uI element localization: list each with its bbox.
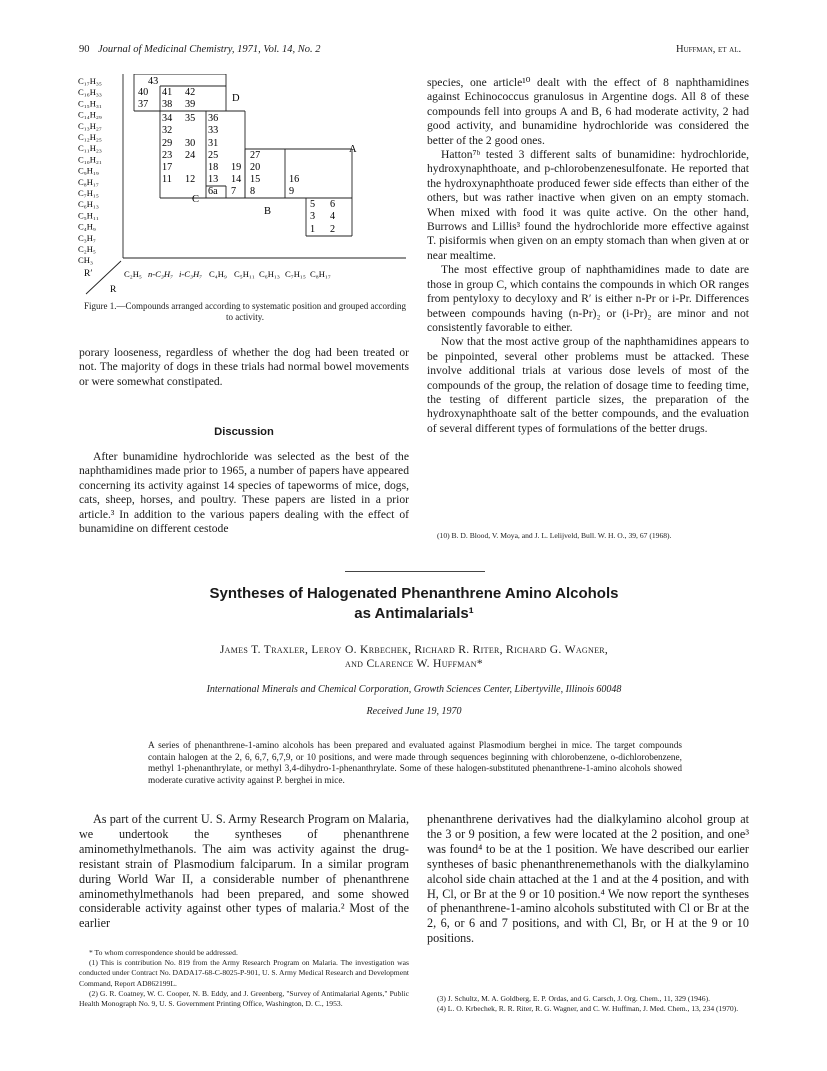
- compound-number: 31: [208, 138, 219, 149]
- compound-number: 39: [185, 99, 196, 110]
- compound-number: 6: [330, 199, 336, 210]
- compound-number: 32: [162, 125, 173, 136]
- row-label: CH₃: [78, 255, 93, 266]
- compound-number: 25: [208, 150, 219, 161]
- compound-number: 12: [185, 174, 196, 185]
- row-label: C₈H₁₇: [78, 176, 99, 187]
- row-label: C₁₀H₂₁: [78, 154, 102, 165]
- footnote: * To whom correspondence should be addressed.: [89, 948, 238, 957]
- compound-number: 23: [162, 150, 173, 161]
- row-label: C₁₄H₂₉: [78, 109, 102, 120]
- row-label: C₁₇H₃₅: [78, 76, 102, 86]
- row-label: C₂H₅: [78, 244, 96, 254]
- axis-label-r-prime: R′: [84, 269, 93, 279]
- figure-caption: Figure 1.—Compounds arranged according to systematic position and grouped according to activity.: [84, 301, 406, 322]
- compound-number: 27: [250, 150, 261, 161]
- row-label: C₁₁H₂₃: [78, 143, 102, 154]
- running-head: Huffman, et al.: [676, 44, 742, 55]
- footnote: (1) This is contribution No. 819 from the Army Research Program on Malaria. The investigation was conducted under Contract No. DADA17-68-C-8025-P-901, U. S. Army Medical Research and Development Command, Report AD862199L.: [79, 958, 409, 988]
- compound-number: 13: [208, 174, 219, 185]
- group-label: C: [192, 194, 200, 205]
- author-list: James T. Traxler, Leroy O. Krbechek, Richard R. Riter, Richard G. Wagner, and Clarence W. Huffman*: [219, 643, 609, 670]
- compound-number: 41: [162, 87, 173, 98]
- paragraph: porary looseness, regardless of whether the dog had been treated or not. The majority of dogs in these trials had normal bowel movements or were somewhat constipated.: [79, 346, 409, 388]
- page-number: 90: [79, 44, 90, 55]
- compound-number: 40: [138, 87, 149, 98]
- row-label: C₁₃H₂₇: [78, 120, 102, 131]
- column-label: C₇H₁₅: [285, 269, 306, 279]
- compound-number: 24: [185, 150, 196, 161]
- compound-number: 35: [185, 113, 196, 124]
- row-label: C₆H₁₃: [78, 199, 99, 210]
- axis-label-r: R: [110, 285, 117, 295]
- group-label: B: [264, 206, 272, 217]
- compound-number: 4: [330, 211, 336, 222]
- abstract: A series of phenanthrene-1-amino alcohols has been prepared and evaluated against Plasmodium berghei in mice. The target compounds contain halogen at the 2, 6, 6,7, 6,7,9, or 10 positions, and were made through sequences beginning with chlorobenzene, o-dichlorobenzene, methyl 1-phenanthrylate, or methyl 3,4-dihydro-1-phenanthrylate. Some of these halogen-substituted phenanthrene-1-amino alcohols showed moderate curative activity against P. berghei in mice.: [148, 741, 682, 786]
- paragraph: species, one article¹⁰ dealt with the effect of 8 naphthamidines against Echinococcus granulosus in Argentine dogs. All 8 of these compounds fell into groups A and B, 6 had moderate activity, 2 had good activity, and bunamidine hydrochloride was considered the better of the 2 good ones.: [427, 76, 749, 147]
- row-label: C₅H₁₁: [78, 210, 99, 221]
- column-label: i-C₃H₇: [179, 269, 203, 279]
- reference-10: (10) B. D. Blood, V. Moya, and J. L. Lelijveld, Bull. W. H. O., 39, 67 (1968).: [437, 531, 672, 540]
- compound-number: 42: [185, 87, 196, 98]
- compound-number: 16: [289, 174, 300, 185]
- paragraph: Hatton⁷ᵇ tested 3 different salts of bunamidine: hydrochloride, hydroxynaphthoate, and p-chlorobenzenesulfonate. He reported that the hydroxynaphthoate produced fewer side effects than either of the others, but was rather inactive when given on an empty stomach. When mixed with food it was quite active. On the other hand, Burrows and Lillis³ found the hydrochloride more effective against T. pisiformis when given on an empty stomach than when given at or near mealtime.: [427, 148, 749, 262]
- footnote: (3) J. Schultz, M. A. Goldberg, E. P. Ordas, and G. Carsch, J. Org. Chem., 11, 329 (1946).: [437, 994, 710, 1003]
- compound-number: 14: [231, 174, 242, 185]
- row-label: C₁₆H₃₃: [78, 87, 102, 98]
- compound-number: 36: [208, 113, 219, 124]
- footnote: (2) G. R. Coatney, W. C. Cooper, N. B. Eddy, and J. Greenberg, "Survey of Antimalarial Agents," Public Health Monograph No. 9, U. S. Government Printing Office, Washington, D. C., 1953.: [79, 988, 409, 1009]
- footnotes-left: [79, 948, 409, 1009]
- compound-number: 19: [231, 162, 242, 173]
- compound-number: 34: [162, 113, 173, 124]
- compound-number: 33: [208, 125, 219, 136]
- row-label: C₇H₁₅: [78, 188, 99, 198]
- compound-number: 5: [310, 199, 316, 210]
- column-label: C₄H₉: [209, 269, 227, 279]
- right-column: [427, 76, 749, 436]
- discussion-heading: Discussion: [214, 426, 274, 438]
- row-label: C₁₅H₃₁: [78, 98, 102, 109]
- column-label: C₂H₅: [124, 269, 142, 279]
- paragraph: After bunamidine hydrochloride was selected as the best of the naphthamidines made prior to 1965, a number of papers have appeared concerning its activity against 14 species of tapeworms of mice, dogs, cats, sheep, horses, and poultry. These papers are listed in a prior article.³ In addition to the various papers dealing with the effect of bunamidine on different cestode: [79, 450, 409, 536]
- row-label: C₃H₇: [78, 232, 96, 243]
- compound-grid-figure: [76, 74, 420, 296]
- compound-number: 3: [310, 211, 316, 222]
- affiliation: International Minerals and Chemical Corporation, Growth Sciences Center, Libertyville, Illinois 60048: [206, 684, 622, 695]
- compound-number: 9: [289, 186, 295, 197]
- paragraph: phenanthrene derivatives had the dialkylamino alcohol group at the 3 or 9 position, a few were located at the 2 position, and one³ was found⁴ to be at the 1 position. We have described our earlier syntheses of basic phenanthrenemethanols with the dialkylamino alcohol side chain attached at the 1 and at the 4 position, and with H, Cl, or Br at the 9 or 10 position.⁴ We now report the syntheses of phenanthrene-1-amino alcohols substituted with Cl or Br at the 2, 6, or 6 and 7 positions, and with Cl, Br, or H at the 9 or 10 positions.: [427, 812, 749, 946]
- paragraph: The most effective group of naphthamidines made to date are those in group C, which contains the compounds in which OR ranges from pentyloxy to decyloxy and R′ is either n-Pr or i-Pr. Differences between compounds having (n-Pr)₂ or (i-Pr)₂ are minor and not consistently favorable to either.: [427, 263, 749, 334]
- compound-number: 29: [162, 138, 173, 149]
- row-label: C₄H₉: [78, 221, 96, 232]
- received-date: Received June 19, 1970: [366, 706, 462, 717]
- article-title: Syntheses of Halogenated Phenanthrene Amino Alcohols as Antimalarials¹: [209, 585, 619, 622]
- compound-number: 7: [231, 186, 237, 197]
- compound-number: 37: [138, 99, 149, 110]
- journal-citation: Journal of Medicinal Chemistry, 1971, Vol. 14, No. 2: [98, 44, 321, 55]
- discussion-text: [79, 450, 409, 536]
- footnotes-right: [427, 994, 749, 1014]
- compound-number: 1: [310, 224, 316, 235]
- group-label: A: [349, 144, 357, 155]
- compound-number: 38: [162, 99, 173, 110]
- paragraph: Now that the most active group of the naphthamidines appears to be pinpointed, several other problems must be attacked. These involve additional trials at various dose levels of most of the compounds of the group, the relation of dosage time to feeding time, the testing of different particle sizes, the preparation of the hydroxynaphthoate salt of the better compounds, and the evaluation of several different types of formulations of the better drugs.: [427, 335, 749, 435]
- article-separator: [345, 571, 485, 572]
- body-right-column: [427, 812, 749, 946]
- paragraph: As part of the current U. S. Army Research Program on Malaria, we undertook the syntheses of phenanthrene aminomethylmethanols. The aim was activity against the drug-resistant strain of Plasmodium falciparum. In a similar program during World War II, a considerable number of phenanthrene aminomethylmethanols had been prepared, and some showed considerable activity against other types of malaria.² Most of the earlier: [79, 812, 409, 931]
- compound-number: 17: [162, 162, 173, 173]
- column-label: C₈H₁₇: [310, 269, 331, 279]
- column-label: C₆H₁₃: [259, 269, 280, 279]
- compound-number: 8: [250, 186, 256, 197]
- compound-number: 2: [330, 224, 336, 235]
- row-label: C₉H₁₉: [78, 165, 99, 176]
- compound-number: 6a: [208, 186, 218, 197]
- column-label: n-C₃H₇: [148, 269, 174, 279]
- column-label: C₅H₁₁: [234, 269, 255, 279]
- compound-number: 30: [185, 138, 196, 149]
- row-label: C₁₂H₂₅: [78, 132, 102, 142]
- compound-number: 43: [148, 76, 159, 87]
- compound-number: 18: [208, 162, 219, 173]
- compound-number: 20: [250, 162, 261, 173]
- footnote: (4) L. O. Krbechek, R. R. Riter, R. G. Wagner, and C. W. Huffman, J. Med. Chem., 13, 234 (1970).: [437, 1004, 739, 1014]
- group-label: D: [232, 93, 240, 104]
- left-column: [79, 346, 409, 389]
- compound-number: 11: [162, 174, 172, 185]
- body-left-column: [79, 812, 409, 931]
- compound-number: 15: [250, 174, 261, 185]
